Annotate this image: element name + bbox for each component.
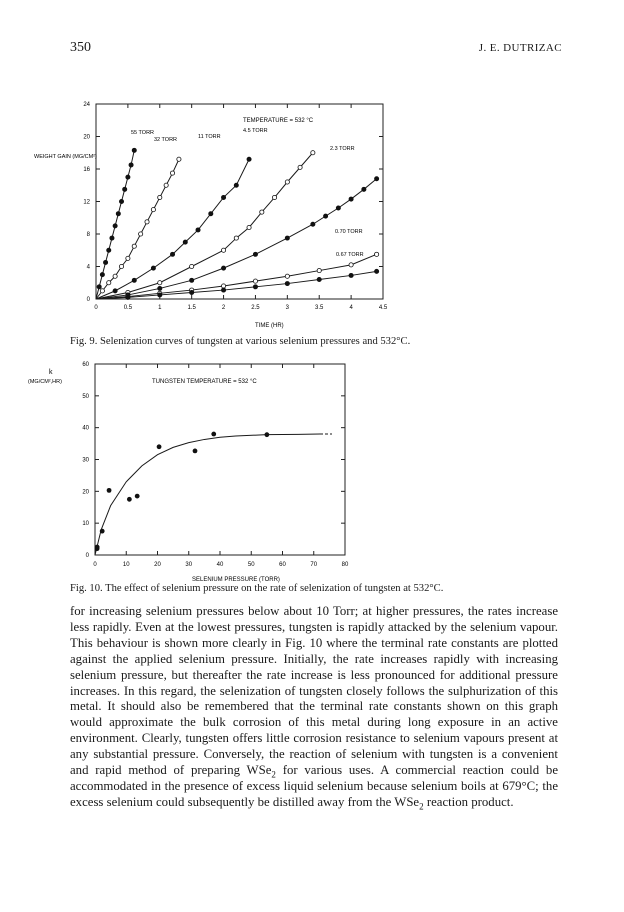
fig9-data-point <box>126 175 130 179</box>
fig9-data-point <box>190 278 194 282</box>
fig9-x-tick-label: 3 <box>285 305 290 311</box>
fig9-series-label: 4.5 TORR <box>243 128 268 134</box>
fig9-series-line <box>96 254 377 299</box>
fig10-x-tick-label: 80 <box>341 562 349 568</box>
fig10-y-tick-label: 20 <box>82 489 89 496</box>
fig9-data-point <box>317 277 321 281</box>
fig9-x-tick-label: 1 <box>158 305 162 311</box>
fig9-data-point <box>100 273 104 277</box>
fig9-data-point <box>132 278 136 282</box>
fig9-y-tick-label: 4 <box>86 264 90 271</box>
fig9-data-point <box>311 222 315 226</box>
fig9-y-tick-label: 8 <box>86 232 90 238</box>
fig9-data-point <box>253 285 257 289</box>
fig10-data-point <box>135 494 140 499</box>
fig9-data-point <box>221 195 225 199</box>
running-head: J. E. DUTRIZAC <box>478 42 562 54</box>
body-line: reaction product. <box>423 794 514 809</box>
fig9-data-point <box>139 232 143 236</box>
fig9-series-label: 0.70 TORR <box>335 229 363 235</box>
body-line: active environment. Clearly, tungsten offers little corrosion resistance to selenium <box>70 715 558 746</box>
fig9-data-point <box>170 252 174 256</box>
fig9-data-point <box>100 289 104 293</box>
fig10-plot-frame <box>95 364 345 555</box>
fig10-ylabel-units: (MG/CM²,HR) <box>28 379 62 385</box>
fig10-data-point <box>264 432 269 437</box>
fig10-data-point <box>211 432 216 437</box>
fig9-data-point <box>129 163 133 167</box>
fig10-data <box>95 432 332 555</box>
fig9-data-point <box>272 195 276 199</box>
fig9-data-point <box>158 286 162 290</box>
fig10-axes <box>82 362 349 568</box>
fig10-x-tick-label: 70 <box>310 562 318 568</box>
fig9-x-tick-label: 1.5 <box>187 305 196 311</box>
fig10-y-tick-label: 0 <box>85 553 89 559</box>
figure-10-caption: Fig. 10. The effect of selenium pressure on the rate of selenization of tungsten at 532°C. <box>70 583 444 594</box>
fig9-data-point <box>247 157 251 161</box>
body-line: vapours present at any substantial pressure. Conversely, the reaction of selenium with <box>70 731 559 762</box>
fig9-data-point <box>375 269 379 273</box>
fig9-data-point <box>253 252 257 256</box>
fig9-data-point <box>164 183 168 187</box>
fig9-data-point <box>285 274 289 278</box>
fig9-data-point <box>132 148 136 152</box>
body-paragraph <box>70 604 558 811</box>
fig9-data-point <box>158 195 162 199</box>
fig10-x-tick-label: 10 <box>122 562 130 568</box>
fig9-data-point <box>285 236 289 240</box>
fig9-data-point <box>324 214 328 218</box>
fig9-data-point <box>110 236 114 240</box>
fig9-data-point <box>126 295 130 299</box>
fig9-data-point <box>349 263 353 267</box>
fig10-y-tick-label: 30 <box>82 457 89 464</box>
fig10-x-tick-label: 50 <box>247 562 255 568</box>
fig9-data-point <box>190 264 194 268</box>
fig9-data-point <box>260 210 264 214</box>
fig9-x-tick-label: 0.5 <box>123 305 133 311</box>
fig9-series-label: 0.67 TORR <box>336 252 364 258</box>
fig9-data-point <box>247 225 251 229</box>
fig9-data-point <box>119 264 123 268</box>
body-line: for increasing selenium pressures below about 10 Torr; at higher pressures, the <box>70 604 484 618</box>
body-line: It should also be remembered that the terminal rate constants shown on this graph <box>107 699 559 714</box>
fig10-x-tick-label: 0 <box>93 562 97 568</box>
fig9-x-tick-label: 0 <box>94 305 98 311</box>
fig9-data-point <box>234 236 238 240</box>
fig10-data-point <box>100 529 105 534</box>
fig9-y-tick-label: 12 <box>83 199 90 206</box>
fig9-data-point <box>375 177 379 181</box>
fig9-y-tick-label: 0 <box>86 297 90 303</box>
fig9-axes <box>83 102 388 311</box>
body-line: the rate increase is less pronounced for additional pressure increases. In this <box>70 667 558 698</box>
subscript: 2 <box>271 769 276 780</box>
fig10-title: TUNGSTEN TEMPERATURE = 532 °C <box>152 379 257 385</box>
fig9-data-point <box>123 187 127 191</box>
fig9-data-point <box>132 244 136 248</box>
fig9-data-point <box>113 224 117 228</box>
figure-9-chart <box>0 92 624 332</box>
body-line: be distilled away from the WSe <box>257 794 420 809</box>
fig9-data-point <box>349 197 353 201</box>
fig9-data-point <box>190 290 194 294</box>
fig9-data-point <box>234 183 238 187</box>
figure-10-chart <box>0 352 624 588</box>
body-line: regard, the selenization of tungsten closely follows the sulphurization of this metal. <box>70 683 558 714</box>
fig9-data-point <box>285 180 289 184</box>
fig10-y-tick-label: 40 <box>82 425 89 432</box>
fig9-data-point <box>126 256 130 260</box>
figure-9-caption: Fig. 9. Selenization curves of tungsten at various selenium pressures and 532°C. <box>70 336 411 347</box>
fig9-data-point <box>285 281 289 285</box>
fig9-data-point <box>221 284 225 288</box>
fig10-y-tick-label: 60 <box>82 362 89 368</box>
fig9-data-point <box>158 293 162 297</box>
fig9-series-line <box>96 271 377 299</box>
fig10-data-point <box>107 488 112 493</box>
fig9-data-point <box>221 288 225 292</box>
fig9-data-point <box>103 260 107 264</box>
fig9-data-point <box>177 157 181 161</box>
fig9-data-point <box>119 199 123 203</box>
fig9-x-tick-label: 4.5 <box>378 305 388 311</box>
fig10-data-point <box>157 444 162 449</box>
fig9-x-tick-label: 4 <box>349 305 353 311</box>
fig9-series-label: 55 TORR <box>131 130 155 136</box>
fig9-data-point <box>253 279 257 283</box>
fig10-fit-curve <box>95 434 320 555</box>
fig9-series-label: 32 TORR <box>154 137 178 143</box>
subscript: 2 <box>419 801 424 812</box>
fig10-x-tick-label: 30 <box>185 562 193 568</box>
fig9-x-tick-label: 2 <box>221 305 226 311</box>
body-line: rates increase less rapidly. Even at the lowest pressures, tungsten is rapidly attacked <box>70 604 559 634</box>
fig9-data-point <box>298 165 302 169</box>
fig9-data-point <box>196 228 200 232</box>
fig9-data-point <box>183 240 187 244</box>
fig9-data-point <box>362 187 366 191</box>
fig9-x-tick-label: 2.5 <box>251 305 260 311</box>
fig10-data-point <box>193 449 198 454</box>
fig10-ylabel-symbol: k <box>49 369 53 376</box>
body-line: by the selenium vapour. This behaviour is shown more clearly in Fig. 10 where <box>70 619 558 650</box>
fig9-y-tick-label: 20 <box>83 134 90 141</box>
fig9-xlabel: TIME (HR) <box>255 323 284 329</box>
fig10-data-point <box>127 497 132 502</box>
fig9-data-point <box>113 289 117 293</box>
fig10-y-tick-label: 50 <box>82 393 89 400</box>
fig9-data-point <box>151 266 155 270</box>
fig9-series-label: 2.3 TORR <box>330 146 355 152</box>
fig9-data-point <box>209 212 213 216</box>
fig9-data-point <box>221 248 225 252</box>
fig10-data-point <box>95 545 100 550</box>
fig9-data-point <box>107 281 111 285</box>
body-line: tungsten is a convenient and rapid method of preparing WSe <box>70 747 558 778</box>
fig9-data-point <box>145 220 149 224</box>
body-line: the terminal rate constants are plotted against the applied selenium pressure. <box>70 635 558 666</box>
fig9-data-point <box>113 274 117 278</box>
fig9-data-point <box>107 248 111 252</box>
fig9-data-point <box>349 273 353 277</box>
fig10-x-tick-label: 40 <box>216 562 224 568</box>
fig9-y-tick-label: 16 <box>83 167 90 173</box>
fig9-series <box>96 128 379 299</box>
fig9-ylabel: WEIGHT GAIN (MG/CM²) <box>34 154 97 160</box>
fig9-title: TEMPERATURE = 532 °C <box>243 118 314 124</box>
body-line: Initially, the rate increases rapidly with increasing selenium pressure, but thereafter <box>70 651 558 682</box>
fig9-data-point <box>375 252 379 256</box>
fig9-series-line <box>96 159 249 299</box>
fig9-series-label: 11 TORR <box>198 134 221 140</box>
fig9-data-point <box>170 171 174 175</box>
body-line: for various uses. A <box>275 763 389 778</box>
fig10-x-tick-label: 20 <box>154 562 161 568</box>
body-line: commercial reaction could be accommodated in the presence of excess liquid <box>70 763 559 793</box>
fig10-x-tick-label: 60 <box>279 562 286 568</box>
fig9-y-tick-label: 24 <box>83 102 90 108</box>
fig9-data-point <box>311 151 315 155</box>
fig9-data-point <box>317 268 321 272</box>
fig9-data-point <box>97 285 101 289</box>
fig10-y-tick-label: 10 <box>82 521 89 528</box>
page-number: 350 <box>70 40 91 55</box>
body-line: would approximate the bulk corrosion of this metal during long exposure in an <box>70 715 521 730</box>
fig9-data-point <box>158 281 162 285</box>
fig9-data-point <box>221 266 225 270</box>
fig9-data-point <box>151 208 155 212</box>
fig9-x-tick-label: 3.5 <box>315 305 324 311</box>
body-line: selenium because selenium boils at 679°C; the excess selenium could subsequently <box>70 778 558 809</box>
fig9-data-point <box>336 206 340 210</box>
fig9-data-point <box>116 212 120 216</box>
fig10-xlabel: SELENIUM PRESSURE (TORR) <box>192 577 280 583</box>
